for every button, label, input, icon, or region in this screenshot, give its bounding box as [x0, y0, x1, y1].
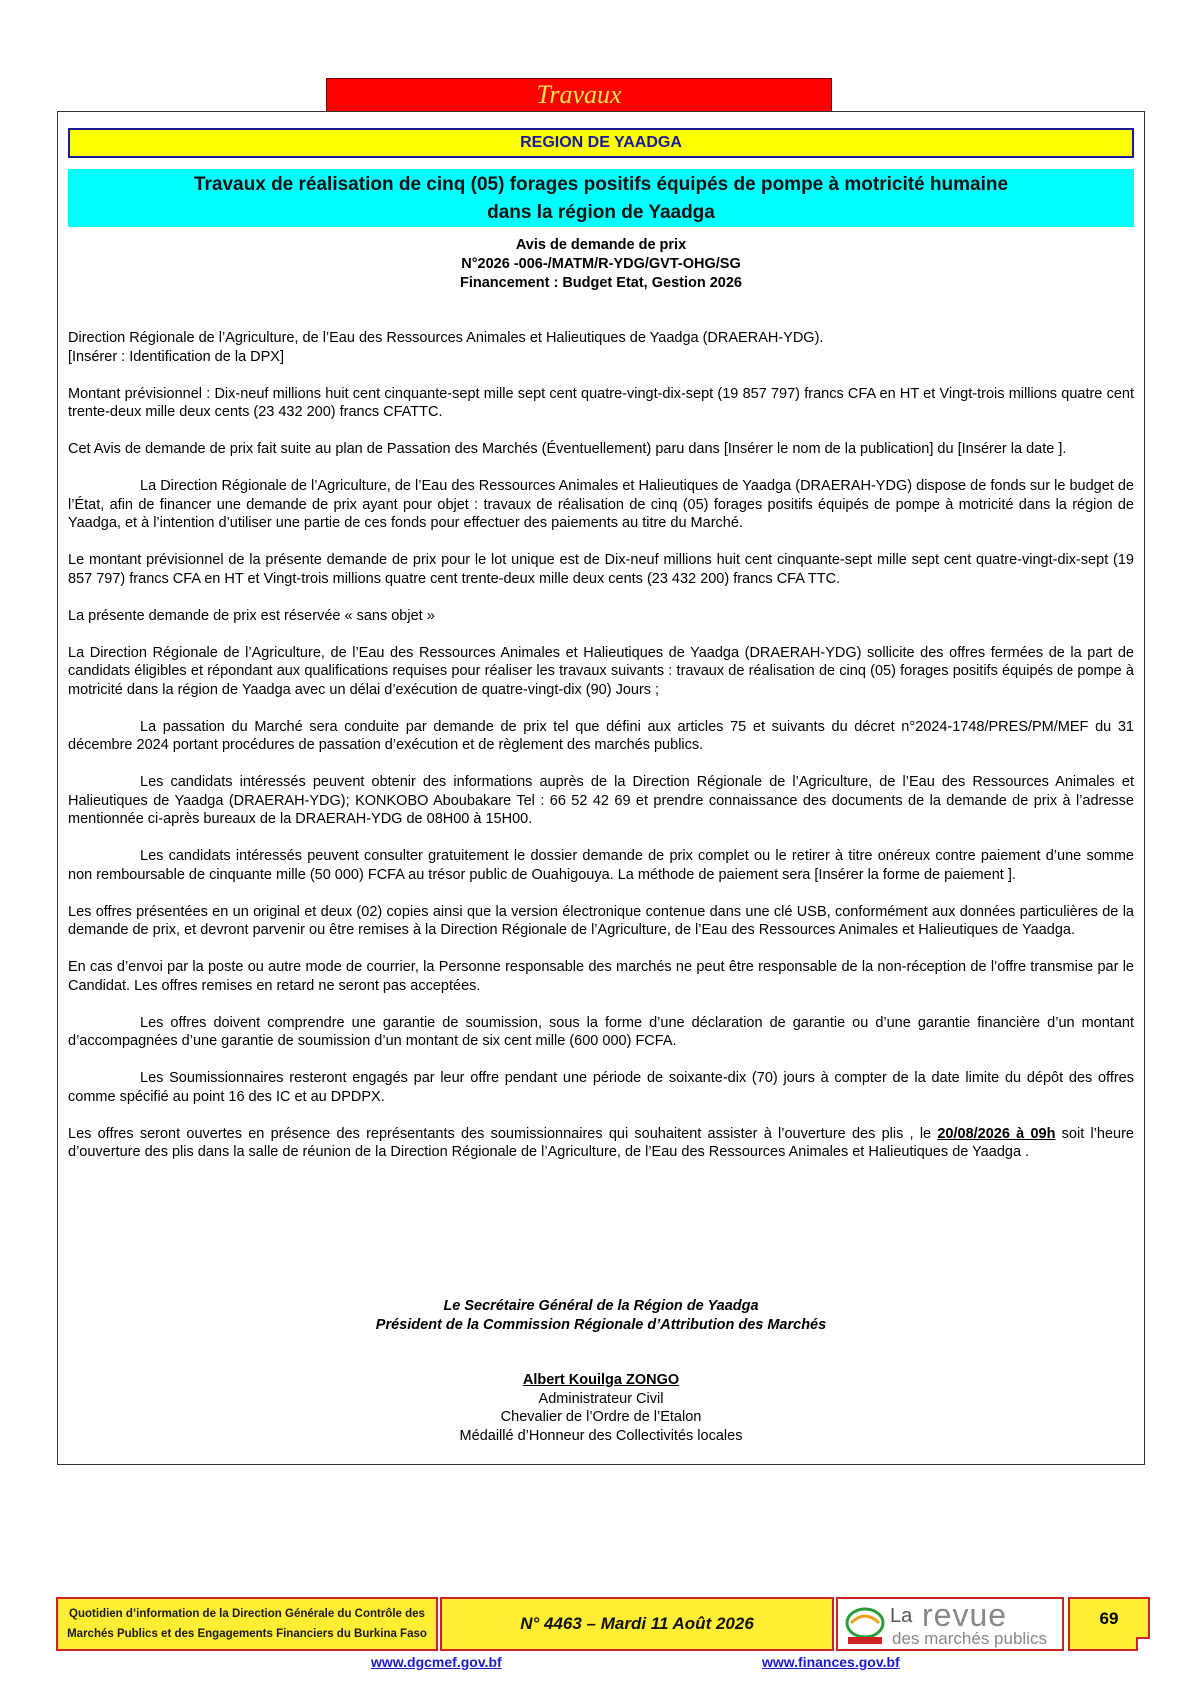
page-fold-corner — [1136, 1637, 1150, 1651]
body-paragraph: Montant prévisionnel : Dix-neuf millions huit cent cinquante-sept mille sept cent quatre-vingt-dix-sept (19 857 797) francs CFA en HT et Vingt-trois millions quatre cent trente-deux mille deux cents (23 432 200) francs CFATTC. — [68, 385, 1134, 420]
signatory-role-2: Président de la Commission Régionale d’Attribution des Marchés — [375, 1316, 827, 1333]
region-banner — [68, 128, 1134, 158]
notice-body — [68, 329, 1134, 1180]
page-number-value: 69 — [1099, 1609, 1119, 1628]
signatory-name: Albert Kouilga ZONGO — [522, 1372, 680, 1388]
opening-paragraph — [68, 1125, 1134, 1162]
logo-revue: revue — [922, 1597, 1008, 1633]
notice-title-line-2: dans la région de Yaadga — [487, 202, 715, 223]
footer-issue: N° 4463 – Mardi 11 Août 2026 — [440, 1597, 834, 1651]
link-dgcmef[interactable]: www.dgcmef.gov.bf — [371, 1654, 502, 1670]
opening-text-after: soit l’heure d’ouverture des plis dans la salle de réunion de la Direction Régionale de l’Agriculture, de l’Eau des Ressources Animales et Halieutiques de Yaadga . — [68, 1125, 1134, 1160]
notice-type: Avis de demande de prix — [515, 237, 687, 253]
signatory-role-1: Le Secrétaire Général de la Région de Yaadga — [443, 1298, 759, 1314]
body-paragraph: La Direction Régionale de l’Agriculture, de l’Eau des Ressources Animales et Halieutiques de Yaadga (DRAERAH-YDG) dispose de fonds sur le budget de l’État, afin de financer une demande de prix ayant pour objet : travaux de réalisation de cinq (05) forages positifs équipés de pompe à motricité dans la région de Yaadga, et à l’intention d’utiliser une partie de ces fonds pour effectuer des paiements au titre du Marché. — [68, 478, 1134, 531]
signatory-title-2: Chevalier de l’Ordre de l’Etalon — [500, 1409, 702, 1425]
footer-publisher — [56, 1597, 438, 1651]
paragraph-list — [68, 329, 1134, 1106]
footer-publisher-line-2: Marchés Publics et des Engagements Financiers du Burkina Faso — [67, 1628, 427, 1640]
notice-reference: N°2026 -006-/MATM/R-YDG/GVT-OHG/SG — [461, 256, 741, 272]
notice-title — [68, 169, 1134, 227]
link-finances[interactable]: www.finances.gov.bf — [762, 1654, 900, 1670]
section-tab-label: Travaux — [536, 80, 622, 109]
signatory-title-3: Médaillé d’Honneur des Collectivités locales — [459, 1427, 743, 1444]
body-paragraph: Cet Avis de demande de prix fait suite au plan de Passation des Marchés (Éventuellement) paru dans [Insérer le nom de la publication] du [Insérer la date ]. — [68, 441, 1067, 457]
body-paragraph: En cas d’envoi par la poste ou autre mode de courrier, la Personne responsable des marchés ne peut être responsable de la non-réception de l’offre transmise par le Candidat. Les offres remises en retard ne seront pas acceptées. — [68, 959, 1134, 994]
signature-block — [68, 1297, 1134, 1445]
body-paragraph: La passation du Marché sera conduite par demande de prix tel que défini aux articles 75 et suivants du décret n°2024-1748/PRES/PM/MEF du 31 décembre 2024 portant procédures de passation d’exécution et de règlement des marchés publics. — [68, 718, 1134, 753]
opening-date: 20/08/2026 à 09h — [937, 1125, 1056, 1142]
signatory-title-1: Administrateur Civil — [538, 1390, 664, 1407]
body-paragraph: Les offres doivent comprendre une garantie de soumission, sous la forme d’une déclaration de garantie ou d’une garantie financière d’un montant d’accompagnées d’une garantie de soumission d’un montant de six cent mille (600 000) FCFA. — [68, 1014, 1134, 1049]
notice-title-line-1: Travaux de réalisation de cinq (05) forages positifs équipés de pompe à motricité humaine — [193, 174, 1009, 195]
body-paragraph: La présente demande de prix est réservée « sans objet » — [68, 607, 435, 624]
opening-text-before: Les offres seront ouvertes en présence des représentants des soumissionnaires qui souhaitent assister à l’ouverture des plis , le — [68, 1125, 938, 1142]
body-paragraph: Les candidats intéressés peuvent consulter gratuitement le dossier demande de prix complet ou le retirer à titre onéreux contre paiement d’une somme non remboursable de cinquante mille (50 000) FCFA au trésor public de Ouahigouya. La méthode de paiement sera [Insérer la forme de paiement ]. — [68, 848, 1134, 883]
page-number — [1068, 1597, 1150, 1651]
logo-subtitle: des marchés publics — [892, 1629, 1047, 1648]
body-paragraph: Les Soumissionnaires resteront engagés par leur offre pendant une période de soixante-dix (70) jours à compter de la date limite du dépôt des offres comme spécifié au point 16 des IC et au DPDPX. — [68, 1070, 1134, 1105]
body-paragraph: Les offres présentées en un original et deux (02) copies ainsi que la version électronique contenue dans une clé USB, conformément aux données particulières de la demande de prix, et devront parvenir ou être remises à la Direction Régionale de l’Agriculture, de l’Eau des Ressources Animales et Halieutiques de Yaadga. — [68, 903, 1134, 938]
body-paragraph: La Direction Régionale de l’Agriculture, de l’Eau des Ressources Animales et Halieutiques de Yaadga (DRAERAH-YDG) sollicite des offres fermées de la part de candidats éligibles et répondant aux qualifications requises pour réaliser les travaux suivants : travaux de réalisation de cinq (05) forages positifs équipés de pompe à motricité dans la région de Yaadga avec un délai d’exécution de quatre-vingt-dix (90) Jours ; — [68, 644, 1134, 698]
region-label: REGION DE YAADGA — [520, 134, 682, 151]
dgcmef-emblem-icon — [842, 1603, 888, 1647]
body-paragraph: Le montant prévisionnel de la présente demande de prix pour le lot unique est de Dix-neuf millions huit cent cinquante-sept mille sept cent quatre-vingt-dix-sept (19 857 797) francs CFA en HT et Vingt-trois millions quatre cent trente-deux mille deux cents (23 432 200) francs CFA TTC. — [68, 552, 1134, 587]
footer-publisher-line-1: Quotidien d’information de la Direction Générale du Contrôle des — [69, 1608, 425, 1620]
notice-header — [68, 236, 1134, 293]
notice-funding: Financement : Budget Etat, Gestion 2026 — [460, 275, 742, 291]
body-paragraph: Direction Régionale de l’Agriculture, de l’Eau des Ressources Animales et Halieutiques de Yaadga (DRAERAH-YDG). [Insérer : Identification de la DPX] — [68, 330, 824, 365]
logo-la: La — [890, 1605, 913, 1627]
revue-logo — [836, 1597, 1064, 1651]
section-tab — [326, 78, 832, 112]
body-paragraph: Les candidats intéressés peuvent obtenir des informations auprès de la Direction Régionale de l’Agriculture, de l’Eau des Ressources Animales et Halieutiques de Yaadga (DRAERAH-YDG); KONKOBO Aboubakare Tel : 66 52 42 69 et prendre connaissance des documents de la demande de prix à l’adresse mentionnée ci-après bureaux de la DRAERAH-YDG de 08H00 à 15H00. — [68, 774, 1134, 827]
